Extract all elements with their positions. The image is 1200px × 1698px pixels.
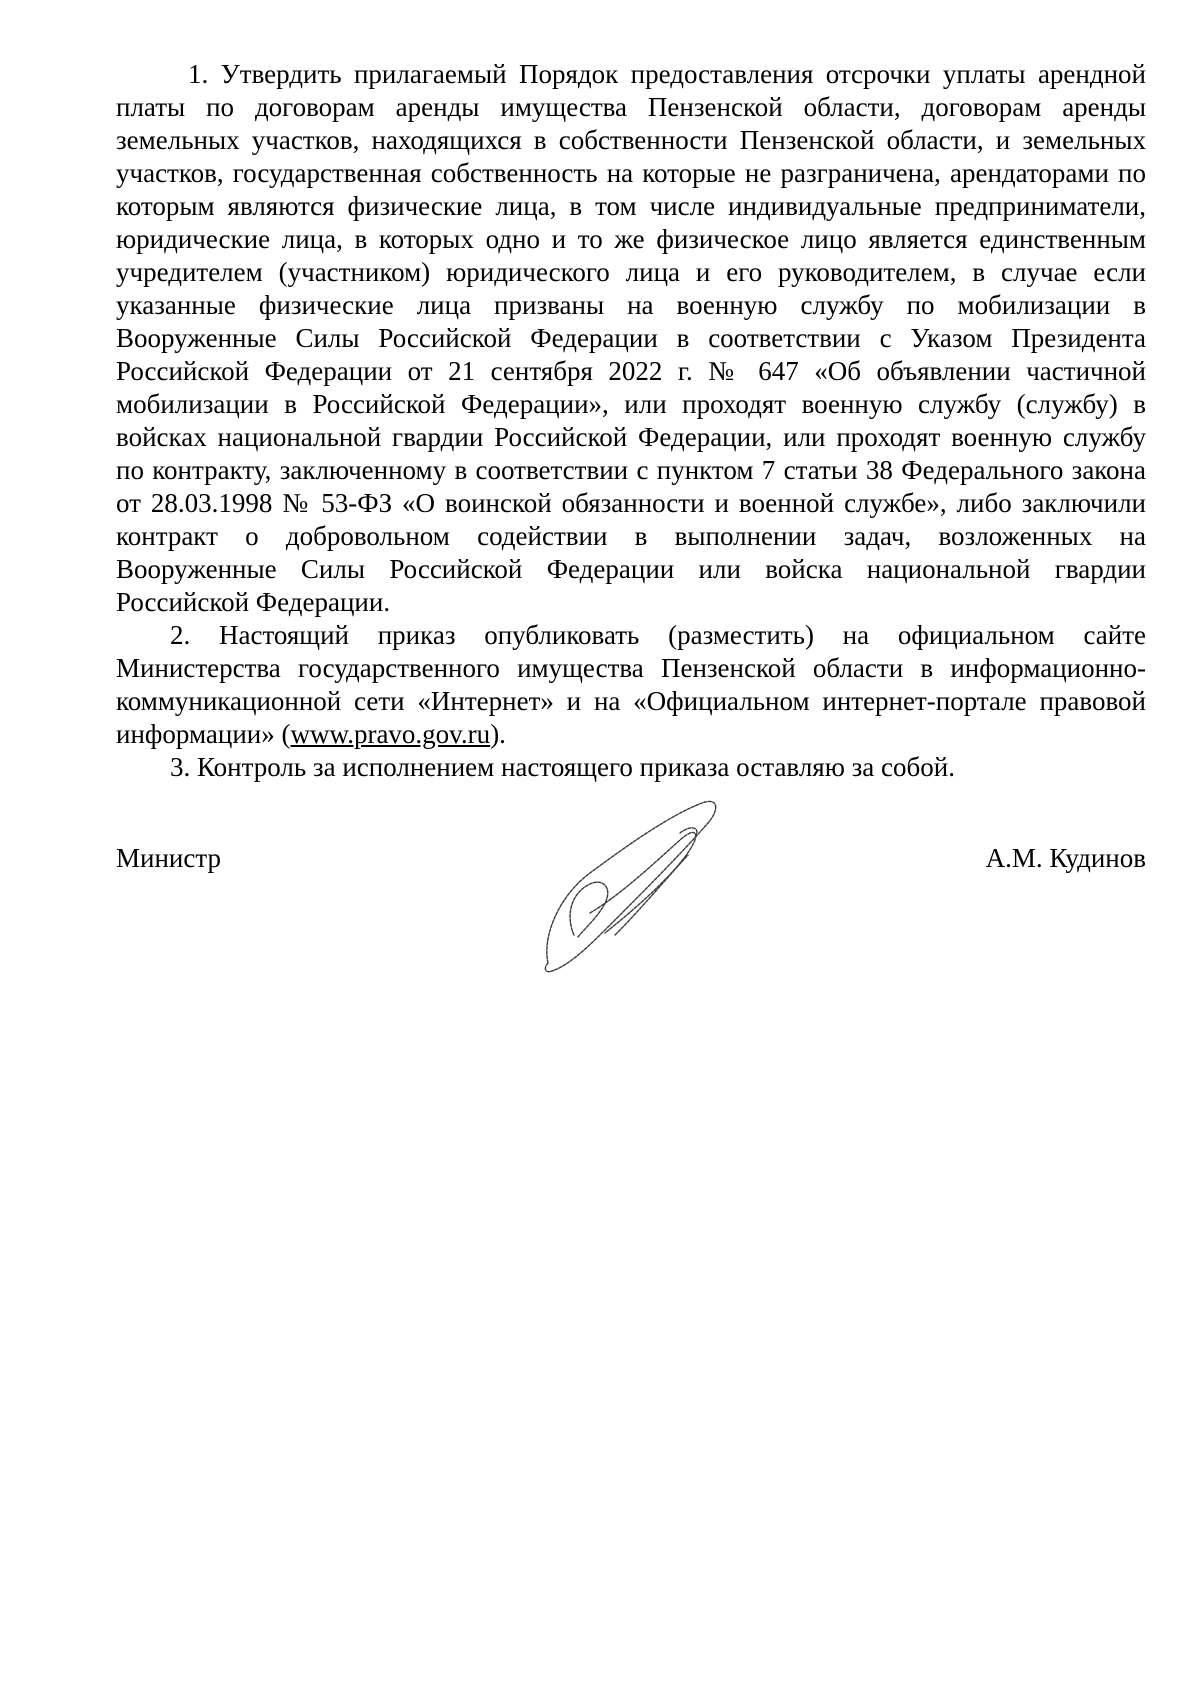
paragraph-2 (116, 619, 1146, 751)
paragraph-2-end: ). (490, 719, 506, 749)
pravo-gov-link[interactable]: www.pravo.gov.ru (290, 719, 491, 749)
signer-position: Министр (116, 843, 221, 873)
signer-name: А.М. Кудинов (985, 843, 1146, 873)
paragraph-2-text: 2. Настоящий приказ опубликовать (разместить) на официальном сайте Министерства государственного имущества Пензенской области в информационно-коммуникационной сети «Интернет» и на «Официальном интернет-портале правовой информации» ( (116, 620, 1146, 749)
handwritten-signature (530, 785, 770, 985)
paragraph-3: 3. Контроль за исполнением настоящего приказа оставляю за собой. (170, 752, 955, 782)
paragraph-1: 1. Утвердить прилагаемый Порядок предоставления отсрочки уплаты арендной платы по договорам аренды имущества Пензенской области, договорам аренды земельных участков, находящихся в собственности Пензенской области, и земельных участков, государственная собственность на которые не разграничена, арендаторами по которым являются физические лица, в том числе индивидуальные предприниматели, юридические лица, в которых одно и то же физическое лицо является единственным учредителем (участником) юридического лица и его руководителем, в случае если указанные физические лица призваны на военную службу по мобилизации в Вооруженные Силы Российской Федерации в соответствии с Указом Президента Российской Федерации от 21 сентября 2022 г. № 647 «Об объявлении частичной мобилизации в Российской Федерации», или проходят военную службу (службу) в войсках национальной гвардии Российской Федерации, или проходят военную службу по контракту, заключенному в соответствии с пунктом 7 статьи 38 Федерального закона от 28.03.1998 № 53-ФЗ «О воинской обязанности и военной службе», либо заключили контракт о добровольном содействии в выполнении задач, возложенных на Вооруженные Силы Российской Федерации или войска национальной гвардии Российской Федерации. (116, 59, 1146, 617)
document-body (116, 58, 1146, 784)
